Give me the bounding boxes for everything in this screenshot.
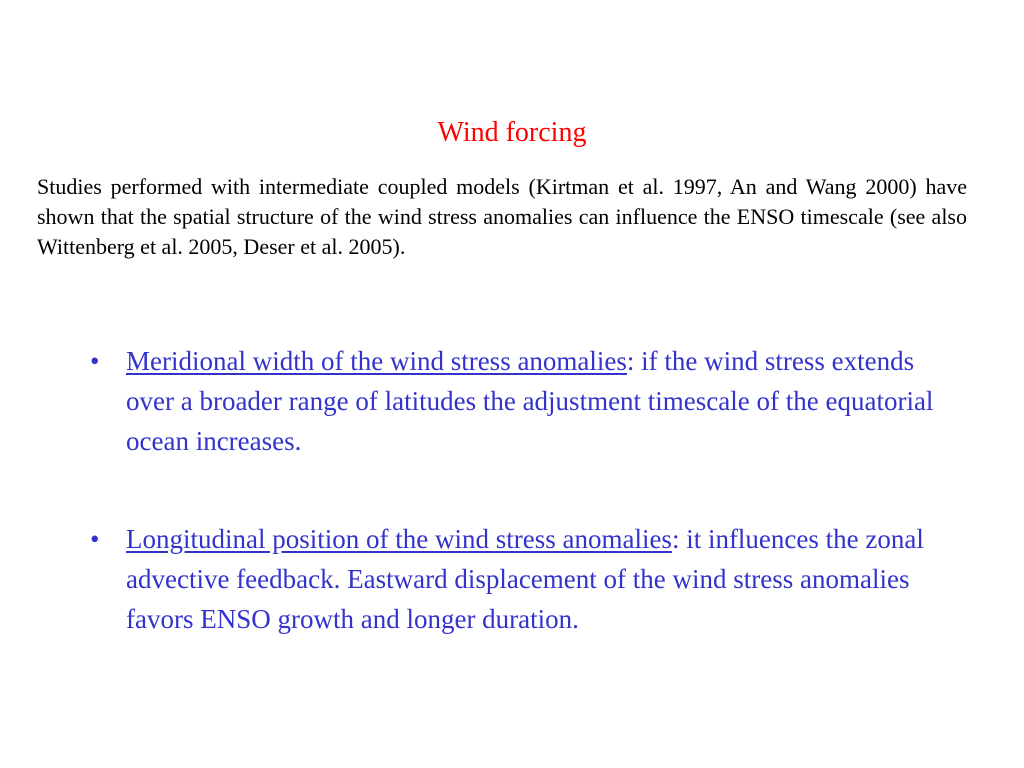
bullet-icon: • bbox=[90, 346, 100, 376]
bullet-icon: • bbox=[90, 524, 100, 554]
bullet-list bbox=[90, 341, 940, 697]
bullet-item-meridional-width bbox=[90, 341, 940, 461]
intro-paragraph: Studies performed with intermediate coupled models (Kirtman et al. 1997, An and Wang 2000) have shown that the spatial structure of the wind stress anomalies can influence the ENSO timescale (see also Wittenberg et al. 2005, Deser et al. 2005). bbox=[37, 174, 967, 259]
bullet-item-longitudinal-position bbox=[90, 519, 940, 639]
bullet-heading: Meridional width of the wind stress anomalies bbox=[126, 346, 627, 376]
slide-title: Wind forcing bbox=[437, 117, 587, 148]
bullet-text: : if the wind stress extends over a broader range of latitudes the adjustment timescale of the equatorial ocean increases. bbox=[126, 346, 934, 456]
bullet-text: : it influences the zonal advective feedback. Eastward displacement of the wind stress anomalies favors ENSO growth and longer duration. bbox=[126, 524, 924, 634]
bullet-heading: Longitudinal position of the wind stress anomalies bbox=[126, 524, 672, 554]
